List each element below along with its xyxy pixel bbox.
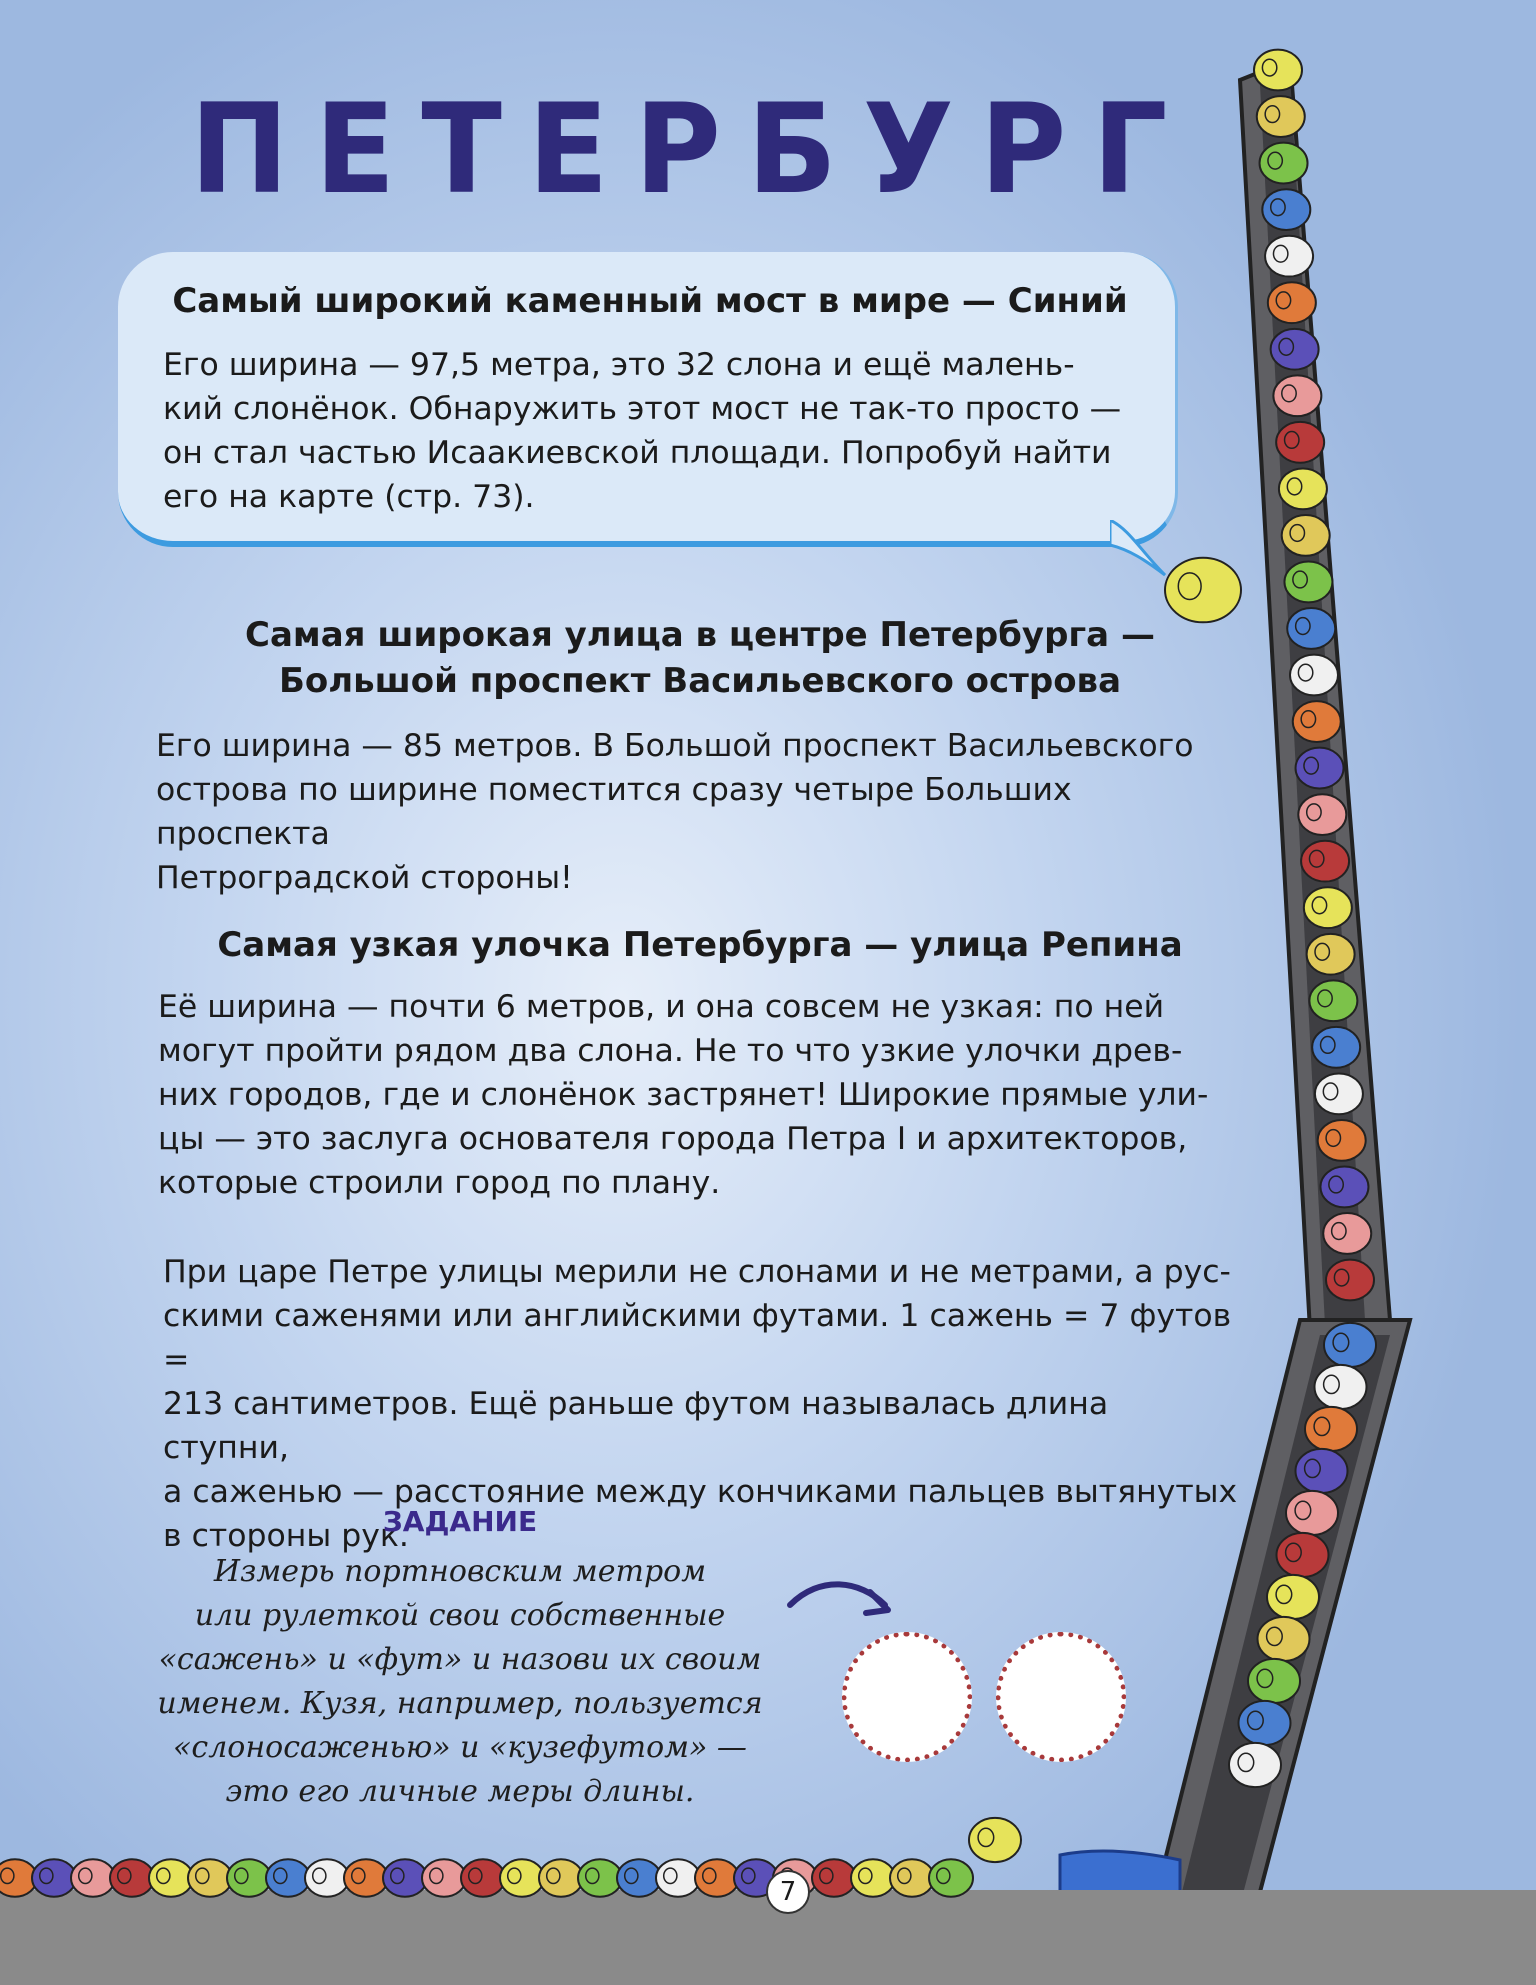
elephant-icon (1165, 558, 1241, 623)
page-number: 7 (766, 1870, 810, 1914)
elephant-icon (1298, 794, 1346, 835)
elephant-icon (1301, 841, 1349, 882)
elephant-icon (422, 1859, 466, 1896)
elephant-icon (1262, 189, 1310, 230)
elephant-icon (1268, 282, 1316, 323)
elephant-icon (1296, 748, 1344, 789)
elephant-icon (110, 1859, 154, 1896)
elephant-icon (1307, 934, 1355, 975)
elephant-icon (929, 1859, 973, 1896)
elephant-icon (1287, 608, 1335, 649)
elephant-icon (1315, 1365, 1367, 1409)
elephant-icon (71, 1859, 115, 1896)
elephant-icon (1239, 1701, 1291, 1745)
elephant-icon (1320, 1167, 1368, 1208)
bubble-heading: Самый широкий каменный мост в мире — Синий (172, 281, 1128, 321)
section2-text: Его ширина — 85 метров. В Большой проспект Васильевского острова по ширине поместится сразу четыре Больших проспекта Петроградской стороны! (156, 728, 1194, 896)
elephant-icon (1323, 1213, 1371, 1254)
elephant-icon (1290, 655, 1338, 696)
elephant-icon (500, 1859, 544, 1896)
elephant-icon (1309, 980, 1357, 1021)
section4-text: При царе Петре улицы мерили не слонами и не метрами, а рус- скими саженями или английскими футами. 1 сажень = 7 футов = 213 сантиметров. Ещё раньше футом называлась длина ступни, а саженью — расстояние между кончиками пальцев вытянутых в стороны рук. (163, 1254, 1238, 1554)
elephant-icon (1318, 1120, 1366, 1161)
elephant-icon (305, 1859, 349, 1896)
elephant-icon (1260, 143, 1308, 184)
elephant-icon (266, 1859, 310, 1896)
page-title: ПЕТЕРБУРГ (190, 76, 1194, 222)
elephant-icon (1273, 375, 1321, 416)
elephant-icon (1276, 422, 1324, 463)
task-text: Измерь портновским метром или рулеткой свои собственные «сажень» и «фут» и назови их своим именем. Кузя, например, пользуется «слоносаженью» и «кузефутом» — это его личные меры длины. (157, 1554, 763, 1809)
elephant-icon (1286, 1491, 1338, 1535)
elephant-icon (617, 1859, 661, 1896)
elephant-icon (1304, 887, 1352, 928)
task-heading: ЗАДАНИЕ (382, 1505, 538, 1538)
section3-text: Её ширина — почти 6 метров, и она совсем не узкая: по ней могут пройти рядом два слона. Не то что узкие улочки древ- них городов, где и слонёнок застрянет! Широкие прямые ули- цы — это заслуга основателя города Петра I и архитекторов, которые строили город по плану. (158, 989, 1209, 1201)
elephant-icon (1265, 236, 1313, 277)
elephant-icon (695, 1859, 739, 1896)
elephant-icon (1305, 1407, 1357, 1451)
elephant-icon (578, 1859, 622, 1896)
elephant-icon (1254, 50, 1302, 91)
elephant-icon (1312, 1027, 1360, 1068)
elephant-icon (1257, 96, 1305, 137)
elephant-icon (227, 1859, 271, 1896)
elephant-icon (812, 1859, 856, 1896)
elephant-icon (383, 1859, 427, 1896)
elephant-icon (1282, 515, 1330, 556)
section3-heading: Самая узкая улочка Петербурга — улица Репина (217, 925, 1183, 965)
elephant-icon (851, 1859, 895, 1896)
elephant-icon (1248, 1659, 1300, 1703)
elephant-icon (344, 1859, 388, 1896)
elephant-icon (1279, 468, 1327, 509)
elephant-icon (1324, 1323, 1376, 1367)
elephant-icon (461, 1859, 505, 1896)
elephant-icon (656, 1859, 700, 1896)
elephant-icon (890, 1859, 934, 1896)
elephant-icon (1284, 562, 1332, 603)
elephant-icon (1267, 1575, 1319, 1619)
elephant-icon (1326, 1260, 1374, 1301)
elephant-icon (1315, 1073, 1363, 1114)
elephant-icon (1293, 701, 1341, 742)
elephant-icon (1277, 1533, 1329, 1577)
bubble-text: Его ширина — 97,5 метра, это 32 слона и ещё малень- кий слонёнок. Обнаружить этот мост не так-то просто — он стал частью Исаакиевской площади. Попробуй найти его на карте (стр. 73). (163, 347, 1122, 515)
elephant-icon (539, 1859, 583, 1896)
elephant-icon (149, 1859, 193, 1896)
elephant-icon (32, 1859, 76, 1896)
elephant-icon (1229, 1743, 1281, 1787)
elephant-icon (969, 1818, 1021, 1862)
section2-heading: Самая широкая улица в центре Петербурга — Большой проспект Васильевского острова (245, 615, 1155, 701)
elephant-icon (1258, 1617, 1310, 1661)
elephant-icon (188, 1859, 232, 1896)
elephant-icon (1296, 1449, 1348, 1493)
elephant-icon (1271, 329, 1319, 370)
